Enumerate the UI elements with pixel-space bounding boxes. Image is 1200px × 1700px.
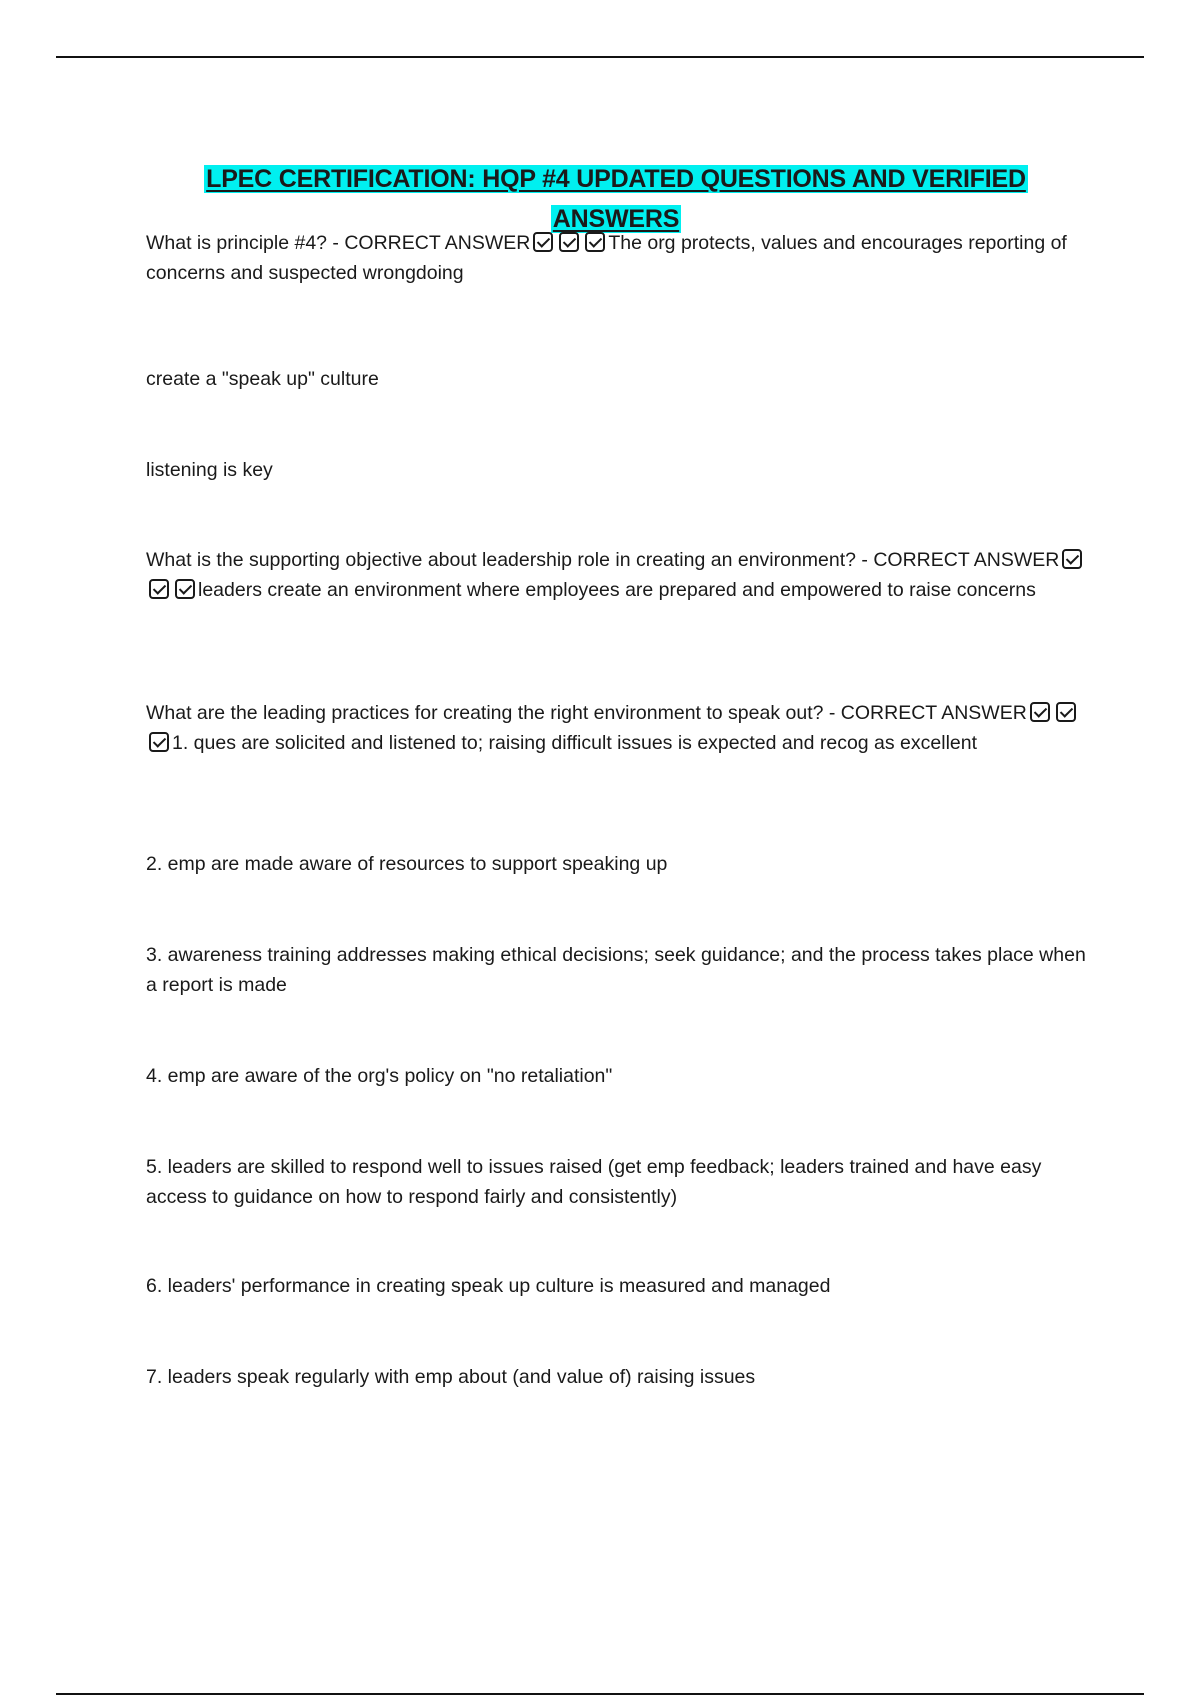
footer-rule xyxy=(56,1693,1144,1695)
qa-question: What is principle #4? - CORRECT ANSWER xyxy=(146,232,531,254)
practice-item: 4. emp are aware of the org's policy on "no retaliation" xyxy=(146,1065,613,1087)
qa-item-3 xyxy=(146,698,1096,758)
checkbox-checked-icon xyxy=(175,579,195,599)
checkbox-checked-icon xyxy=(585,232,605,252)
qa-answer: 1. ques are solicited and listened to; raising difficult issues is expected and recog as excellent xyxy=(172,732,978,754)
qa-item-2 xyxy=(146,545,1096,605)
note-item: listening is key xyxy=(146,459,273,481)
checkbox-checked-icon xyxy=(149,732,169,752)
qa-question: What is the supporting objective about leadership role in creating an environment? - CORRECT ANSWER xyxy=(146,549,1060,571)
title-highlight: LPEC CERTIFICATION: HQP #4 UPDATED QUESTIONS AND VERIFIED ANSWERS xyxy=(206,164,1026,233)
note-item: create a "speak up" culture xyxy=(146,368,379,390)
qa-answer: leaders create an environment where employees are prepared and empowered to raise concerns xyxy=(198,579,1036,601)
qa-item-1 xyxy=(146,228,1096,288)
checkbox-checked-icon xyxy=(149,579,169,599)
practice-item: 2. emp are made aware of resources to support speaking up xyxy=(146,853,668,875)
checkbox-checked-icon xyxy=(533,232,553,252)
header-rule xyxy=(56,56,1144,58)
practice-item: 6. leaders' performance in creating speak up culture is measured and managed xyxy=(146,1275,831,1297)
checkbox-checked-icon xyxy=(1056,702,1076,722)
document-title xyxy=(150,159,1082,239)
qa-answer: The org protects, values and encourages reporting of concerns and suspected wrongdoing xyxy=(146,232,1067,284)
checkbox-checked-icon xyxy=(1030,702,1050,722)
qa-question: What are the leading practices for creating the right environment to speak out? - CORRECT ANSWER xyxy=(146,702,1027,724)
checkbox-checked-icon xyxy=(1062,549,1082,569)
practice-item: 3. awareness training addresses making ethical decisions; seek guidance; and the process takes place when a report is made xyxy=(146,944,1086,996)
practice-item: 5. leaders are skilled to respond well to issues raised (get emp feedback; leaders trained and have easy access to guidance on how to respond fairly and consistently) xyxy=(146,1156,1042,1208)
practice-item: 7. leaders speak regularly with emp about (and value of) raising issues xyxy=(146,1366,756,1388)
checkbox-checked-icon xyxy=(559,232,579,252)
